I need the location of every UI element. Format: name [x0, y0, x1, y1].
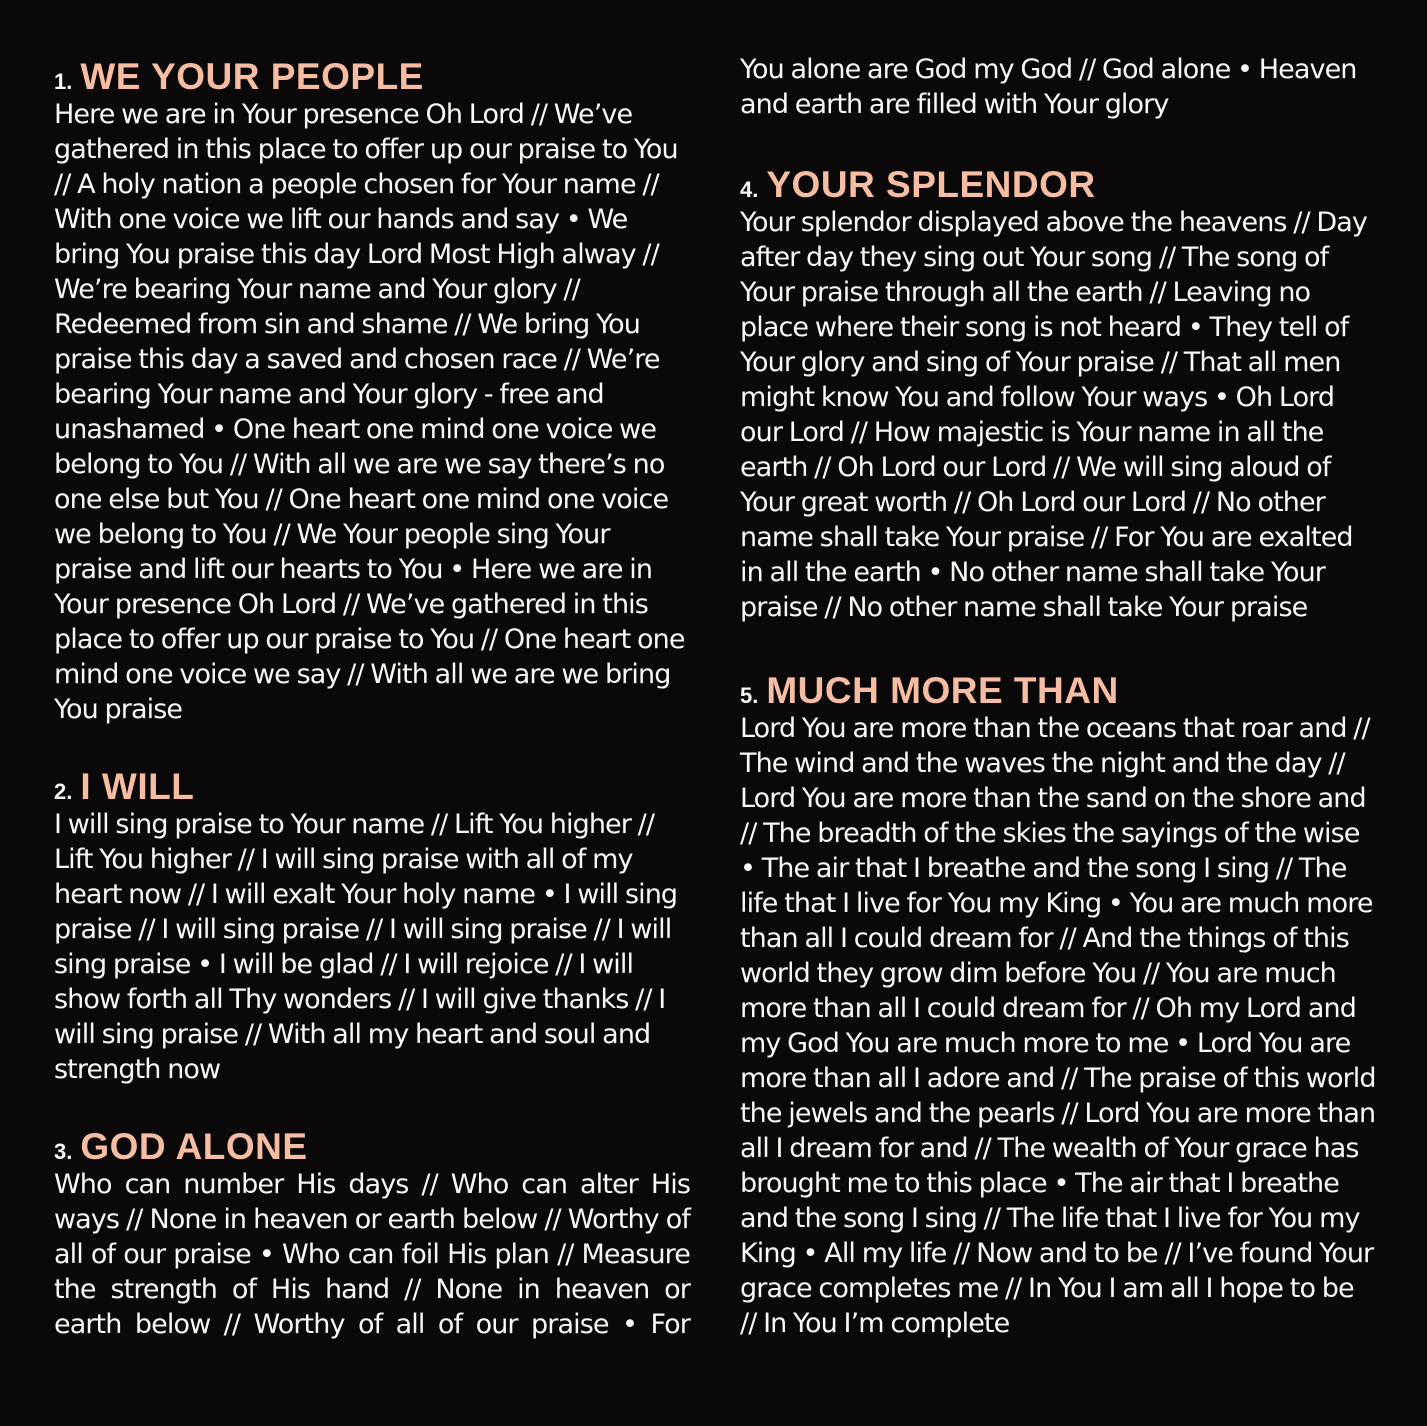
song-lyrics: Here we are in Your presence Oh Lord // We’ve gathered in this place to offer up our praise to You // A holy nation a people chosen for Your name // With one voice we lift our hands and say • We bring You praise this day Lord Most High alway // We’re bearing Your name and Your glory // Redeemed from sin and shame // We bring You praise this day a saved and chosen race // We’re bearing Your name and Your glory - free and unashamed • One heart one mind one voice we belong to You // With all we are we say there’s no one else but You // One heart one mind one voice we belong to You // We Your people sing Your praise and lift our hearts to You • Here we are in Your presence Oh Lord // We’ve gathered in this place to offer up our praise to You // One heart one mind one voice we say // With all we are we bring You praise: [54, 99, 685, 725]
song-number: 2.: [54, 779, 73, 804]
song-number: 3.: [54, 1139, 73, 1164]
song-title: I WILL: [80, 766, 195, 807]
song-lyrics: I will sing praise to Your name // Lift You higher // Lift You higher // I will sing praise with all of my heart now // I will exalt Your holy name • I will sing praise // I will sing praise // I will sing praise // I will sing praise • I will be glad // I will rejoice // I will show forth all Thy wonders // I will give thanks // I will sing praise // With all my heart and soul and strength now: [54, 809, 678, 1085]
song-much-more-than: [740, 672, 1376, 1341]
song-lyrics: Who can number His days // Who can alter His ways // None in heaven or earth below // Worthy of all of our praise • Who can foil His plan // Measure the strength of His hand // None in heaven or earth below // Worthy of all of our praise • For: [54, 1169, 690, 1340]
song-heading: [54, 58, 690, 95]
song-title: YOUR SPLENDOR: [766, 164, 1096, 205]
song-we-your-people: [54, 58, 690, 727]
song-lyrics: Your splendor displayed above the heavens // Day after day they sing out Your song // The song of Your praise through all the earth // Leaving no place where their song is not heard • They tell of Your glory and sing of Your praise // That all men might know You and follow Your ways • Oh Lord our Lord // How majestic is Your name in all the earth // Oh Lord our Lord // We will sing aloud of Your great worth // Oh Lord our Lord // No other name shall take Your praise // For You are exalted in all the earth • No other name shall take Your praise // No other name shall take Your praise: [740, 207, 1367, 623]
song-your-splendor: [740, 166, 1376, 625]
song-heading: [740, 166, 1376, 203]
song-lyrics-continued: You alone are God my God // God alone • Heaven and earth are filled with Your glory: [740, 54, 1357, 120]
song-heading: [54, 1128, 690, 1165]
song-god-alone-continued: [740, 52, 1376, 122]
song-heading: [740, 672, 1376, 709]
song-number: 5.: [740, 683, 759, 708]
song-i-will: [54, 768, 690, 1087]
song-number: 1.: [54, 69, 73, 94]
song-title: WE YOUR PEOPLE: [80, 56, 424, 97]
song-god-alone: [54, 1128, 690, 1342]
song-title: GOD ALONE: [80, 1126, 308, 1167]
song-heading: [54, 768, 690, 805]
song-title: MUCH MORE THAN: [766, 670, 1119, 711]
song-number: 4.: [740, 177, 759, 202]
song-lyrics: Lord You are more than the oceans that roar and // The wind and the waves the night and the day // Lord You are more than the sand on the shore and // The breadth of the skies the sayings of the wise • The air that I breathe and the song I sing // The life that I live for You my King • You are much more than all I could dream for // And the things of this world they grow dim before You // You are much more than all I could dream for // Oh my Lord and my God You are much more to me • Lord You are more than all I adore and // The praise of this world the jewels and the pearls // Lord You are more than all I dream for and // The wealth of Your grace has brought me to this place • The air that I breathe and the song I sing // The life that I live for You my King • All my life // Now and to be // I’ve found Your grace completes me // In You I am all I hope to be // In You I’m complete: [740, 713, 1376, 1339]
